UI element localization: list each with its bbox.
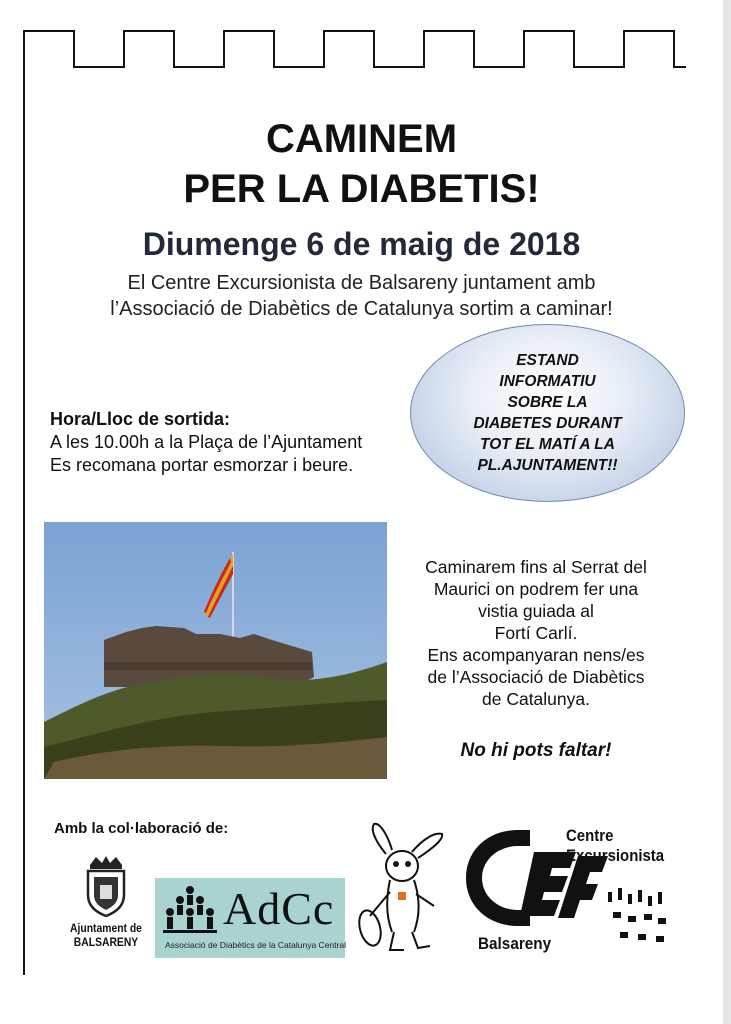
adcc-letters: AdCc bbox=[223, 883, 335, 934]
walk-line: Ens acompanyaran nens/es bbox=[427, 645, 645, 665]
ce-text-balsareny: Balsareny bbox=[478, 934, 552, 953]
stand-line: DIABETES DURANT bbox=[473, 415, 622, 432]
castle-photo bbox=[44, 522, 387, 779]
people-group-icon bbox=[161, 884, 219, 936]
departure-info bbox=[50, 408, 362, 477]
coat-of-arms-icon bbox=[82, 855, 130, 917]
collaboration-label: Amb la col·laboració de: bbox=[54, 820, 229, 837]
ce-text-centre: Centre bbox=[566, 826, 614, 845]
ajuntament-logo bbox=[60, 855, 152, 950]
stand-line: TOT EL MATÍ A LA bbox=[480, 436, 615, 453]
intro-line-2: l’Associació de Diabètics de Catalunya sortim a caminar! bbox=[110, 298, 613, 320]
info-stand-oval bbox=[410, 324, 685, 502]
ajuntament-line-1: Ajuntament de bbox=[70, 923, 142, 935]
adcc-logo bbox=[155, 878, 345, 958]
walk-description bbox=[395, 556, 677, 710]
centre-excursionista-logo bbox=[458, 822, 688, 964]
rabbit-mascot-icon bbox=[356, 820, 448, 958]
battlement-border bbox=[22, 28, 688, 72]
intro-text bbox=[0, 270, 723, 322]
walk-line: Caminarem fins al Serrat del bbox=[425, 557, 647, 577]
departure-line-2: Es recomana portar esmorzar i beure. bbox=[50, 455, 354, 475]
ajuntament-line-2: BALSARENY bbox=[73, 937, 139, 949]
walk-line: Maurici on podrem fer una bbox=[433, 579, 639, 599]
closing-slogan: No hi pots faltar! bbox=[460, 740, 612, 761]
title-line-1: CAMINEM bbox=[265, 117, 458, 161]
walk-line: de l’Associació de Diabètics bbox=[427, 667, 645, 687]
page-edge bbox=[723, 0, 731, 1024]
title-line-2: PER LA DIABETIS! bbox=[183, 167, 540, 211]
intro-line-1: El Centre Excursionista de Balsareny juntament amb bbox=[127, 272, 596, 294]
walk-line: vistia guiada al bbox=[478, 601, 594, 621]
walk-line: de Catalunya. bbox=[482, 689, 590, 709]
stand-line: INFORMATIU bbox=[499, 373, 596, 390]
departure-label: Hora/Lloc de sortida: bbox=[50, 409, 231, 429]
stand-line: ESTAND bbox=[516, 352, 579, 369]
stand-line: SOBRE LA bbox=[507, 394, 588, 411]
walk-line: Fortí Carlí. bbox=[494, 623, 578, 643]
event-date: Diumenge 6 de maig de 2018 bbox=[142, 226, 581, 262]
adcc-subtitle: Associació de Diabètics de la Catalunya Central bbox=[165, 940, 346, 950]
ce-text-excursionista: Excursionista bbox=[566, 846, 665, 865]
stand-line: PL.AJUNTAMENT!! bbox=[477, 457, 618, 474]
departure-line-1: A les 10.00h a la Plaça de l’Ajuntament bbox=[50, 432, 363, 452]
